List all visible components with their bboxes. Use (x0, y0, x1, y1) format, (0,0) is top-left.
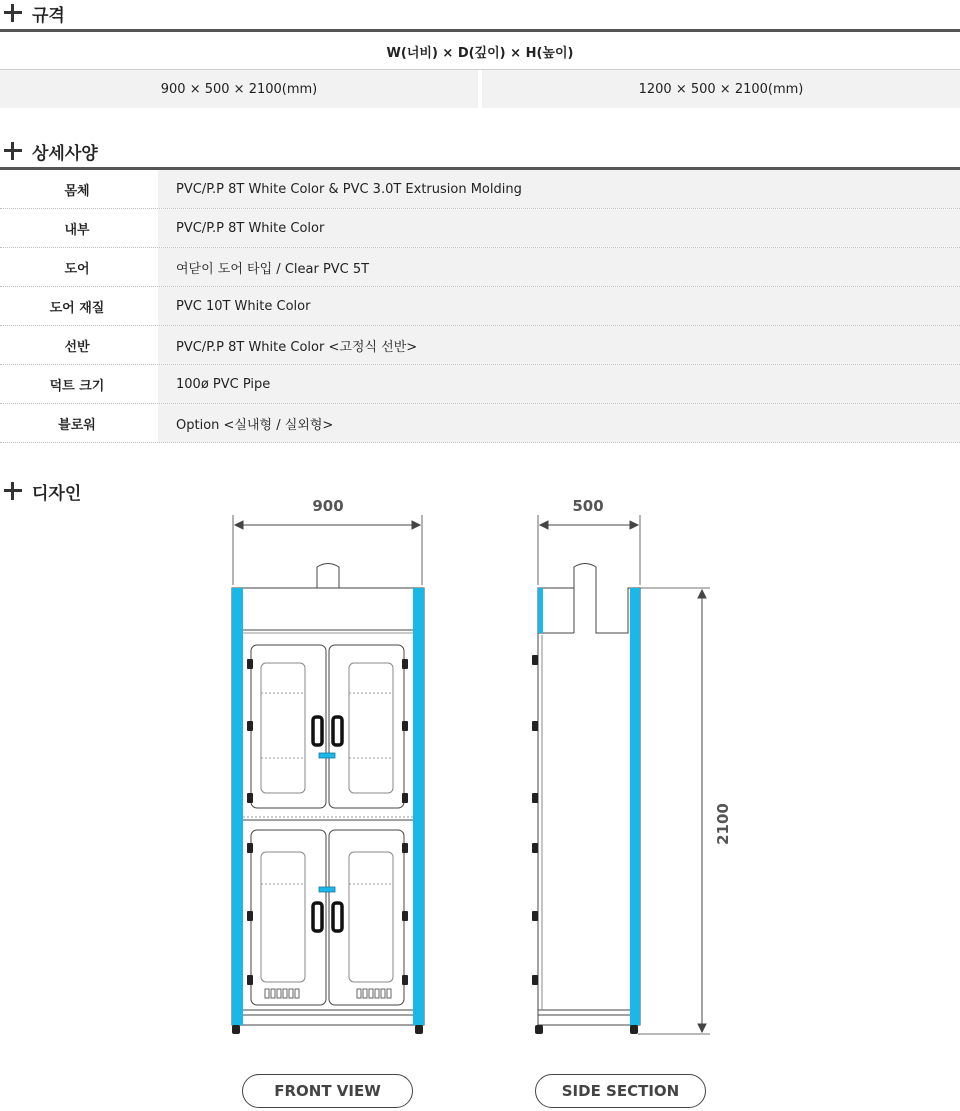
detail-label: 블로워 (58, 417, 96, 433)
front-view-button[interactable]: FRONT VIEW (242, 1074, 413, 1108)
detail-row-duct (0, 365, 960, 404)
detail-value: PVC/P.P 8T White Color & PVC 3.0T Extrusion Molding (158, 170, 960, 208)
detail-row-shelf (0, 326, 960, 365)
design-section-title: 디자인 (32, 483, 82, 504)
detail-label: 선반 (64, 339, 90, 355)
spec-size-900: 900 × 500 × 2100(mm) (0, 70, 478, 108)
side-section-button[interactable]: SIDE SECTION (535, 1074, 706, 1108)
detail-row-body (0, 170, 960, 209)
detail-section-header (0, 138, 98, 164)
plus-icon (2, 140, 24, 162)
detail-section-title: 상세사양 (32, 143, 98, 164)
spec-section-header (0, 0, 65, 26)
detail-row-door (0, 248, 960, 287)
spec-rule (0, 29, 960, 32)
spec-table-header: W(너비) × D(깊이) × H(높이) (0, 33, 960, 70)
side-section-drawing (530, 515, 745, 1040)
detail-label: 덕트 크기 (49, 378, 105, 394)
detail-value: PVC/P.P 8T White Color <고정식 선반> (158, 326, 960, 364)
height-label: 2100 (714, 803, 732, 845)
detail-label: 도어 (64, 261, 90, 277)
front-width-label: 900 (312, 497, 344, 515)
plus-icon (2, 480, 24, 502)
detail-value: Option <실내형 / 실외형> (158, 404, 960, 442)
plus-icon (2, 2, 24, 24)
detail-value: 100ø PVC Pipe (158, 365, 960, 403)
front-view-drawing (225, 515, 435, 1040)
spec-section-title: 규격 (32, 5, 65, 26)
detail-label: 도어 재질 (49, 300, 105, 316)
spec-size-1200: 1200 × 500 × 2100(mm) (482, 70, 960, 108)
detail-row-blower (0, 404, 960, 443)
detail-value: PVC 10T White Color (158, 287, 960, 325)
detail-value: 여닫이 도어 타입 / Clear PVC 5T (158, 248, 960, 286)
detail-row-interior (0, 209, 960, 248)
side-depth-label: 500 (572, 497, 604, 515)
detail-row-door-material (0, 287, 960, 326)
detail-label: 내부 (64, 222, 90, 238)
design-section-header (0, 478, 81, 504)
detail-label: 몸체 (64, 183, 90, 199)
detail-value: PVC/P.P 8T White Color (158, 209, 960, 247)
